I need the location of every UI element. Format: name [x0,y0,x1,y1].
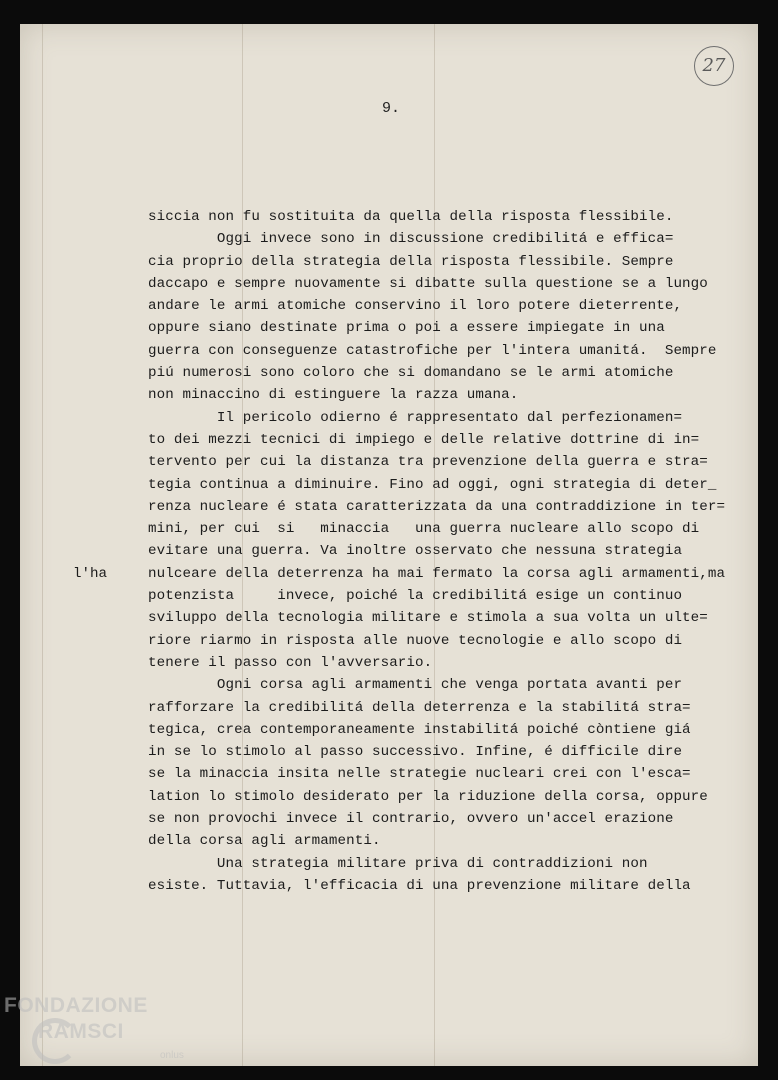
text-line: tegia continua a diminuire. Fino ad oggi, ogni strategia di deter_ [148,476,717,493]
text-line: cia proprio della strategia della risposta flessibile. Sempre [148,253,674,270]
document-page [20,24,758,1066]
margin-note: l'ha [73,566,108,582]
watermark-text: onlus [160,1050,184,1061]
text-line: Ogni corsa agli armamenti che venga portata avanti per [148,677,683,694]
text-line: siccia non fu sostituita da quella della risposta flessibile. [148,209,674,225]
text-line: piú numerosi sono coloro che si domandano se le armi atomiche [148,365,674,382]
text-line: daccapo e sempre nuovamente si dibatte sulla questione se a lungo [148,275,708,292]
page-number: 9. [382,100,401,117]
text-line: in se lo stimolo al passo successivo. Infine, é difficile dire [148,744,683,761]
text-line: se non provochi invece il contrario, ovvero un'accel erazione [148,811,674,828]
text-line: Il pericolo odierno é rappresentato dal perfezionamen= [148,409,683,426]
text-line: renza nucleare é stata caratterizzata da una contraddizione in ter= [148,498,726,515]
text-line: tervento per cui la distanza tra prevenzione della guerra e stra= [148,454,708,471]
text-line: lation lo stimolo desiderato per la riduzione della corsa, oppure [148,788,708,805]
text-line: nulceare della deterrenza ha mai fermato la corsa agli armamenti,ma [148,565,726,582]
text-line: esiste. Tuttavia, l'efficacia di una prevenzione militare della [148,877,691,894]
text-line: potenzista invece, poiché la credibilitá esige un continuo [148,588,683,605]
text-line: se la minaccia insita nelle strategie nucleari crei con l'esca= [148,766,691,783]
text-line: to dei mezzi tecnici di impiego e delle relative dottrine di in= [148,431,700,448]
watermark-text: RAMSCI [38,1020,124,1043]
text-line: guerra con conseguenze catastrofiche per l'intera umanitá. Sempre [148,342,717,359]
text-line: della corsa agli armamenti. [148,833,381,850]
text-line: Una strategia militare priva di contraddizioni non [148,855,648,872]
text-line: andare le armi atomiche conservino il loro potere dieterrente, [148,298,683,315]
text-line: non minaccino di estinguere la razza umana. [148,387,519,404]
page-fold-line [42,24,43,1066]
text-line: tenere il passo con l'avversario. [148,654,433,671]
text-line: evitare una guerra. Va inoltre osservato che nessuna strategia [148,543,683,560]
body-text [148,206,748,897]
watermark-logo [4,994,204,1074]
text-line: sviluppo della tecnologia militare e stimola a sua volta un ulte= [148,610,708,627]
text-line: Oggi invece sono in discussione credibilitá e effica= [148,231,674,248]
text-line: tegica, crea contemporaneamente instabilitá poiché còntiene giá [148,721,691,738]
archive-number-stamp: 27 [694,46,734,86]
text-line: rafforzare la credibilitá della deterrenza e la stabilitá stra= [148,699,691,716]
text-line: riore riarmo in risposta alle nuove tecnologie e allo scopo di [148,632,683,649]
text-line: oppure siano destinate prima o poi a essere impiegate in una [148,320,665,337]
text-line: mini, per cui si minaccia una guerra nucleare allo scopo di [148,521,700,538]
watermark-text: FONDAZIONE [4,994,148,1017]
